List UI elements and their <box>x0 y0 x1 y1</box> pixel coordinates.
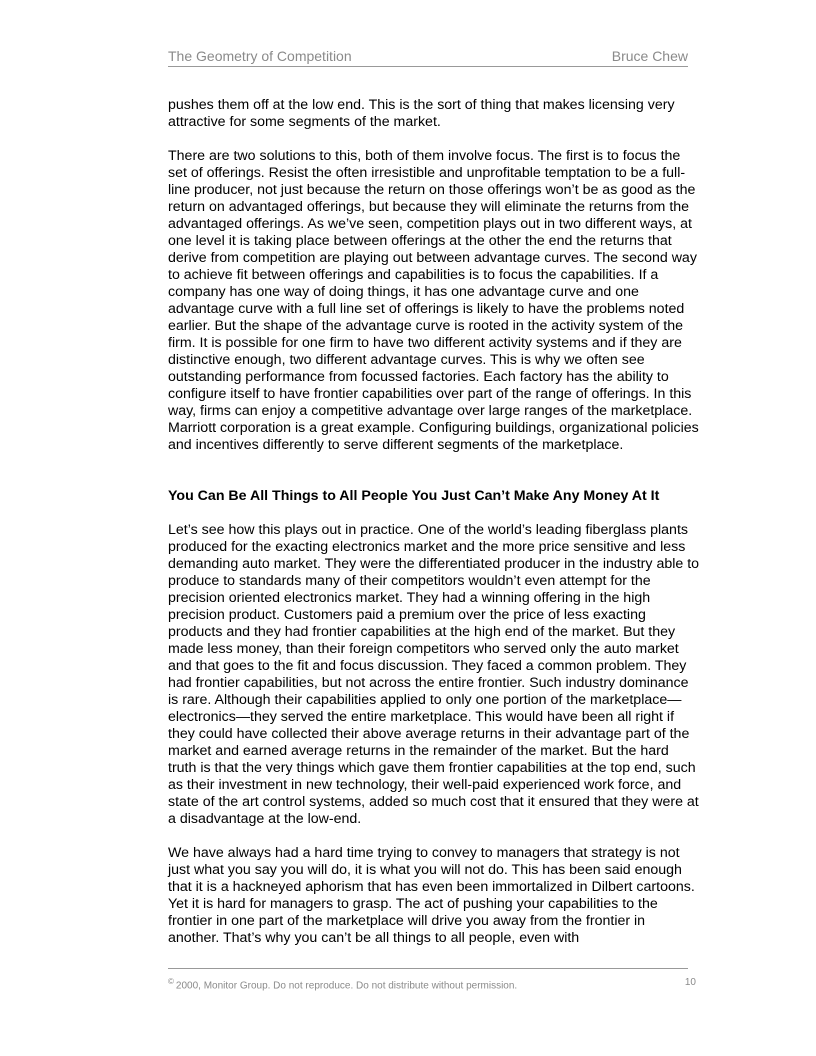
paragraph: There are two solutions to this, both of them involve focus. The first is to focus the set of offerings. Resist the often irresistible and unprofitable temptation to be a full-line producer, not just because the return on those offerings won’t be as good as the return on advantaged offerings, but because they will eliminate the returns from the advantaged offerings. As we’ve seen, competition plays out in two different ways, at one level it is taking place between offerings at the other the end the returns that derive from competition are playing out between advantage curves. The second way to achieve fit between offerings and capabilities is to focus the capabilities. If a company has one way of doing things, it has one advantage curve and one advantage curve with a full line set of offerings is likely to have the problems noted earlier. But the shape of the advantage curve is rooted in the activity system of the firm. It is possible for one firm to have two different activity systems and if they are distinctive enough, two different advantage curves. This is why we often see outstanding performance from focussed factories. Each factory has the ability to configure itself to have frontier capabilities over part of the range of offerings. In this way, firms can enjoy a competitive advantage over large ranges of the marketplace. Marriott corporation is a great example. Configuring buildings, organizational policies and incentives differently to serve different segments of the marketplace. <box>168 148 699 453</box>
copyright-notice: 2000, Monitor Group. Do not reproduce. Do not distribute without permission. <box>175 980 518 992</box>
copyright-symbol: © <box>168 977 174 986</box>
paragraph: We have always had a hard time trying to convey to managers that strategy is not just what you say you will do, it is what you will not do. This has been said enough that it is a hackneyed aphorism that has even been immortalized in Dilbert cartoons. Yet it is hard for managers to grasp. The act of pushing your capabilities to the frontier in one part of the marketplace will drive you away from the frontier in another. That’s why you can’t be all things to all people, even with <box>168 845 695 946</box>
footer-divider <box>168 968 688 969</box>
page-footer <box>168 977 696 991</box>
document-title: The Geometry of Competition <box>168 48 352 64</box>
paragraph: pushes them off at the low end. This is the sort of thing that makes licensing very attractive for some segments of the market. <box>168 97 675 130</box>
page-number: 10 <box>684 977 696 988</box>
document-body <box>168 97 700 964</box>
paragraph: Let’s see how this plays out in practice. One of the world’s leading fiberglass plants produced for the exacting electronics market and the more price sensitive and less demanding auto market. They were the differentiated producer in the industry able to produce to standards many of their competitors wouldn’t even attempt for the precision oriented electronics market. They had a winning offering in the high precision product. Customers paid a premium over the price of less exacting products and they had frontier capabilities at the high end of the market. But they made less money, than their foreign competitors who served only the auto market and that goes to the fit and focus discussion. They faced a common problem. They had frontier capabilities, but not across the entire frontier. Such industry dominance is rare. Although their capabilities applied to only one portion of the marketplace—electronics—they served the entire marketplace. This would have been all right if they could have collected their above average returns in their advantage part of the market and earned average returns in the remainder of the market. But the hard truth is that the very things which gave them frontier capabilities at the top end, such as their investment in new technology, their well-paid experienced work force, and state of the art control systems, added so much cost that it ensured that they were at a disadvantage at the low-end. <box>168 522 700 827</box>
page-header <box>168 48 688 67</box>
author-name: Bruce Chew <box>611 48 688 64</box>
section-heading: You Can Be All Things to All People You Just Can’t Make Any Money At It <box>168 488 660 504</box>
